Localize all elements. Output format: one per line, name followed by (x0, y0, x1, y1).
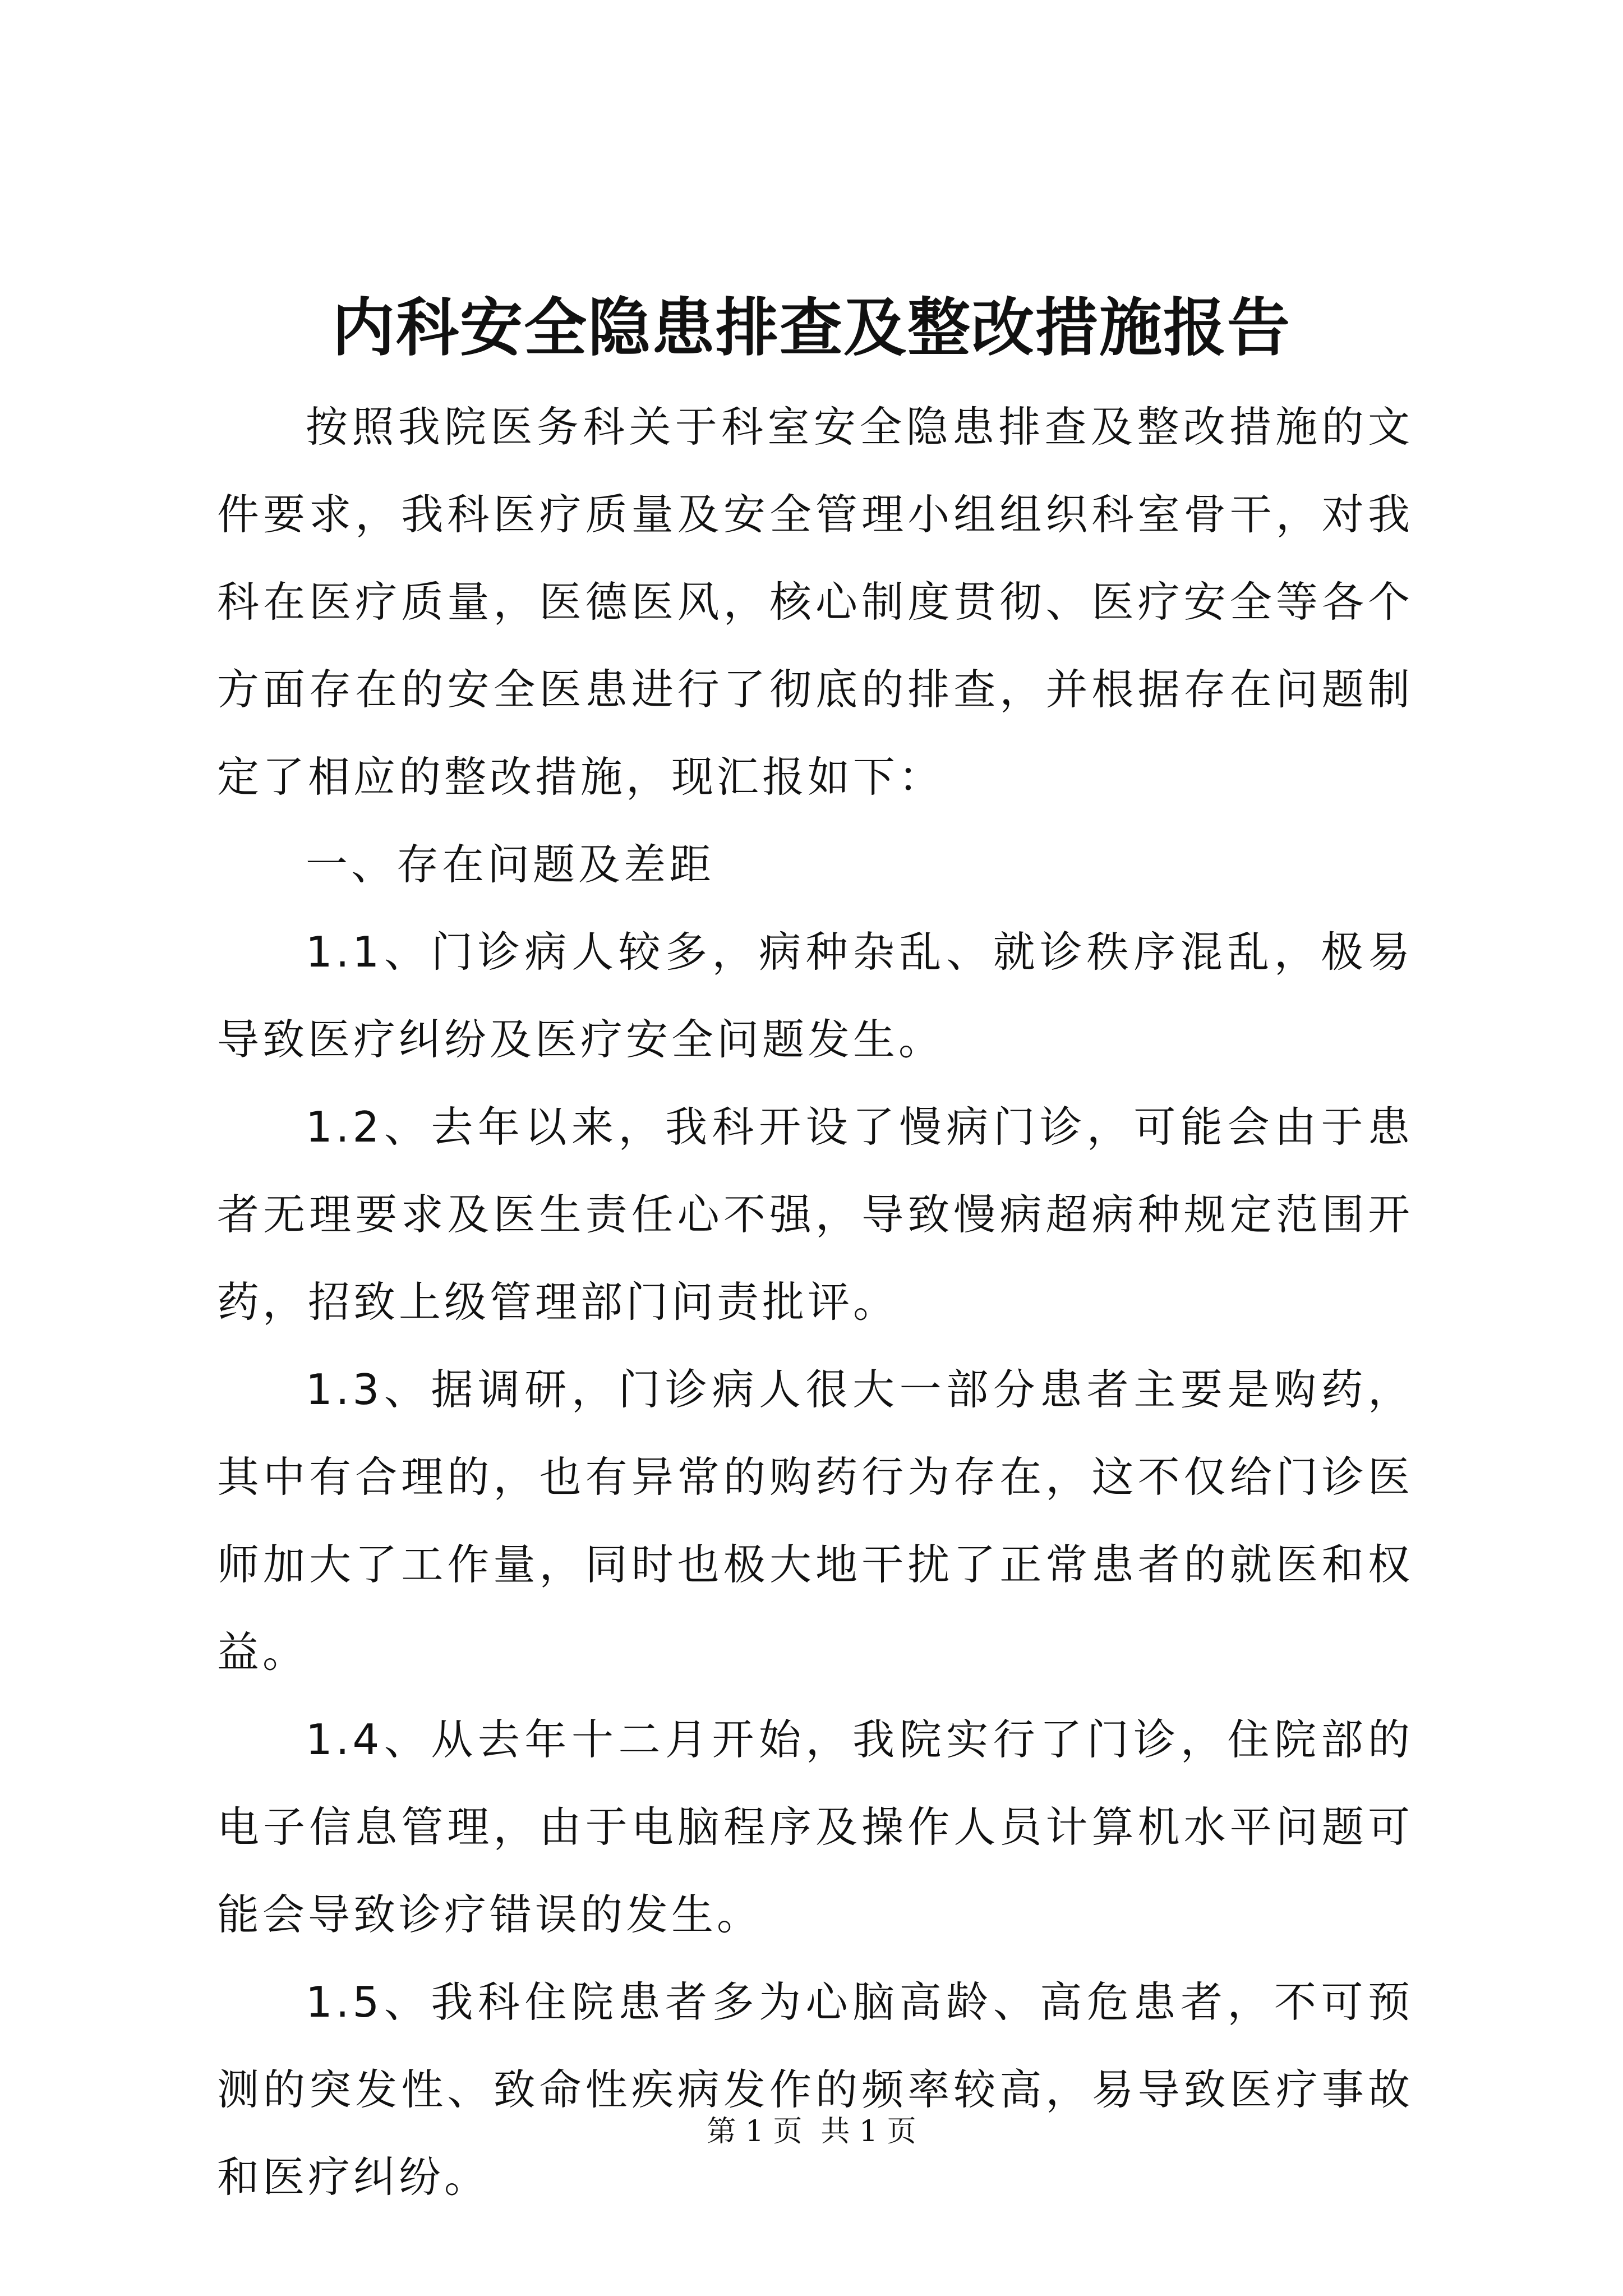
item-paragraph-1-5: 1.5、我科住院患者多为心脑高龄、高危患者，不可预测的突发性、致命性疾病发作的频率较高，易导致医疗事故和医疗纠纷。 (217, 1977, 1413, 2202)
section-heading: 一、存在问题及差距 (306, 840, 715, 889)
page-number-footer: 第 1 页 共 1 页 (707, 2115, 916, 2148)
document-title: 内科安全隐患排查及整改措施报告 (332, 291, 1291, 365)
item-paragraph-1-4: 1.4、从去年十二月开始，我院实行了门诊，住院部的电子信息管理，由于电脑程序及操作人员计算机水平问题可能会导致诊疗错误的发生。 (217, 1715, 1413, 1939)
item-paragraph-1-2: 1.2、去年以来，我科开设了慢病门诊，可能会由于患者无理要求及医生责任心不强，导致慢病超病种规定范围开药，招致上级管理部门问责批评。 (217, 1102, 1413, 1327)
item-paragraph-1-1: 1.1、门诊病人较多，病种杂乱、就诊秩序混乱，极易导致医疗纠纷及医疗安全问题发生。 (217, 927, 1413, 1064)
intro-paragraph: 按照我院医务科关于科室安全隐患排查及整改措施的文件要求，我科医疗质量及安全管理小组组织科室骨干，对我科在医疗质量，医德医风，核心制度贯彻、医疗安全等各个方面存在的安全医患进行了彻底的排查，并根据存在问题制定了相应的整改措施，现汇报如下： (217, 402, 1413, 802)
document-body (217, 383, 1413, 2221)
item-paragraph-1-3: 1.3、据调研，门诊病人很大一部分患者主要是购药，其中有合理的，也有异常的购药行为存在，这不仅给门诊医师加大了工作量，同时也极大地干扰了正常患者的就医和权益。 (217, 1365, 1413, 1677)
